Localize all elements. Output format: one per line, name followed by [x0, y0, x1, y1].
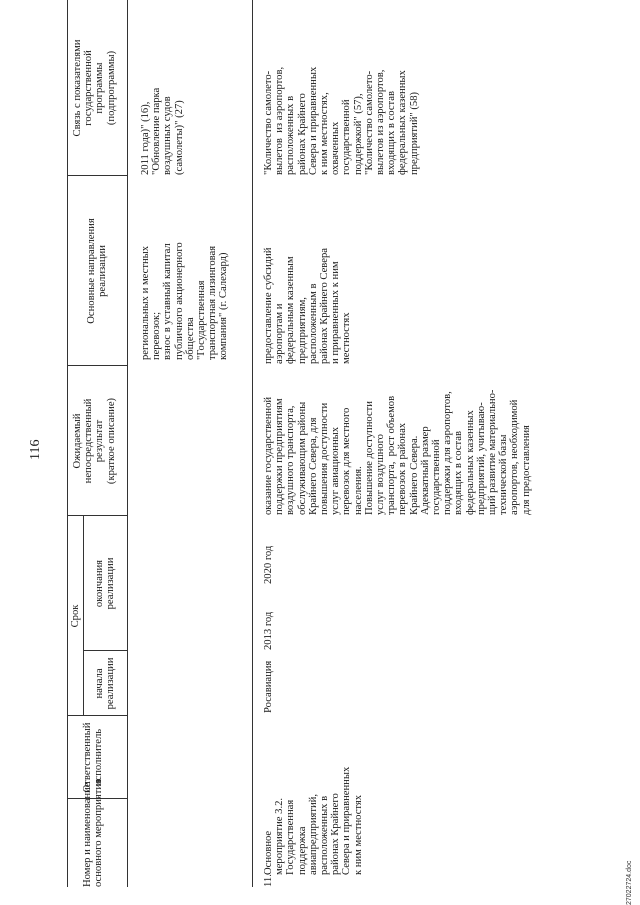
page-number: 116	[28, 439, 43, 460]
continuation-c7: 2011 года)" (16), "Обновление парка воздушных судов (самолеты)" (27)	[140, 87, 185, 175]
header-c3: начала реализации	[94, 657, 117, 710]
header-c5: Ожидаемый непосредственный результат (краткое описание)	[72, 397, 117, 485]
header-c6: Основные направления реализации	[86, 218, 109, 324]
header-c7: Связь с показателями государственной программы (подпрограммы)	[72, 39, 117, 137]
header-c2: Ответственный исполнитель	[82, 722, 105, 793]
row-separator	[252, 0, 253, 887]
row-c2-executor: Росавиация	[263, 660, 274, 713]
continuation-c6: региональных и местных перевозок; взнос в уставный капитал публичного акционерного общества "Государственная транспортная лизинговая компания" (г. Салехард)	[140, 242, 230, 360]
header-bottom-border	[127, 0, 128, 887]
header-srok: Срок	[70, 604, 81, 628]
header-c1: Номер и наименование основного мероприятия	[82, 779, 105, 887]
row-number: 11.	[263, 874, 274, 887]
row-c1-title: Основное мероприятие 3.2. Государственная поддержка авиапредприятий, расположенных в районах Крайнего Севера и приравненных к ним местностях	[263, 766, 364, 875]
table-top-border	[67, 0, 68, 887]
row-c4-end: 2020 год	[263, 545, 274, 584]
row-c5-result: оказание государственной поддержки предприятиям воздушного транспорта, обслуживающим районы Крайнего Севера, для повышения доступности услуг авиационных перевозок для местного населения. Повышение доступности услуг воздушного транспорта, рост объемов перевозок в районах Крайнего Севера. Адекватный размер государственной поддержки для аэропортов, входящих в состав федеральных казенных предприятий, учитываю- щий развитие материально- технической базы аэропортов, необходимой для предоставления	[263, 389, 532, 515]
srok-divider	[83, 516, 84, 716]
header-c4: окончания реализации	[94, 557, 117, 610]
row-c7-indicators: "Количество самолето- вылетов из аэропортов, расположенных в районах Крайнего Севера и приравненных к ним местностях, охваченных государственной поддержкой" (57), "Количество самолето- вылетов из аэропортов, входящих в состав федеральных казенных предприятий" (58)	[263, 66, 420, 175]
file-name: 27022724.doc	[626, 860, 633, 905]
row-c3-start: 2013 год	[263, 611, 274, 650]
row-c6-directions: предоставление субсидий аэропортам и федеральным казенным предприятиям, расположенным в районах Крайнего Севера и приравненных к ним местностях	[263, 247, 353, 364]
